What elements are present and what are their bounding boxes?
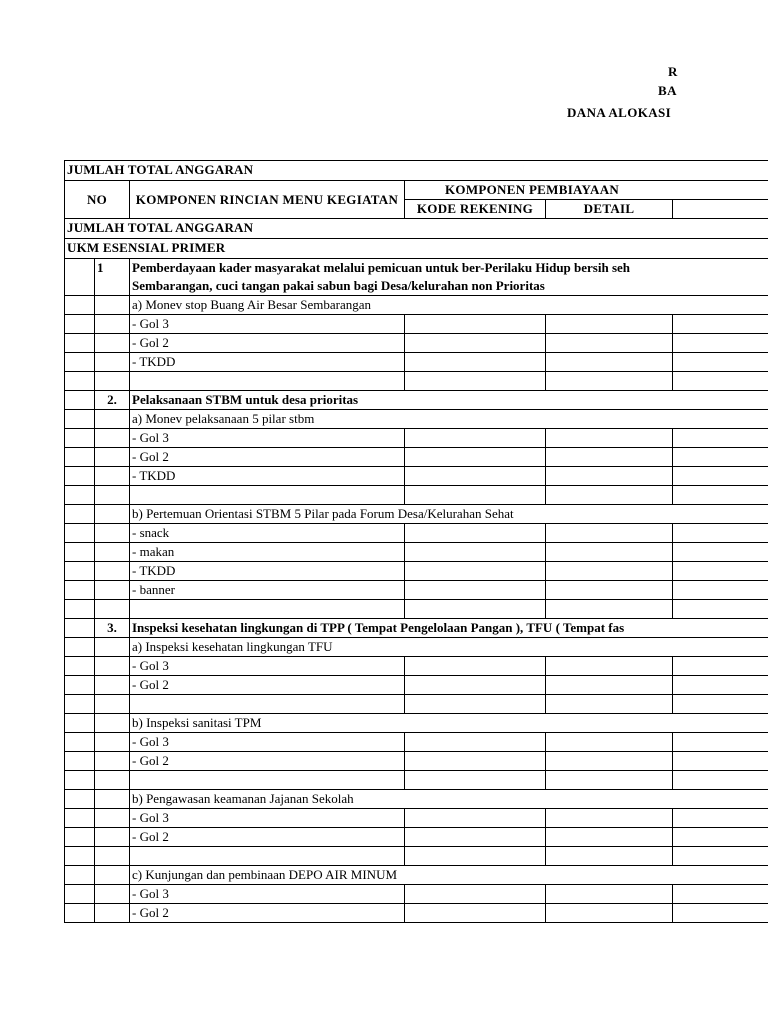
- table-cell: [65, 695, 95, 714]
- table-cell: [130, 486, 405, 505]
- table-cell: [65, 771, 95, 790]
- table-cell: [405, 581, 546, 600]
- table-cell: [405, 334, 546, 353]
- table-cell: [546, 752, 673, 771]
- table-cell: [673, 429, 768, 448]
- table-cell: [65, 429, 95, 448]
- table-cell: [546, 581, 673, 600]
- header-kode-rekening: KODE REKENING: [405, 200, 546, 219]
- table-cell: [95, 771, 130, 790]
- list-item: - makan: [130, 543, 405, 562]
- table-cell: [673, 733, 768, 752]
- table-cell: [405, 657, 546, 676]
- table-cell: [405, 676, 546, 695]
- table-cell: [95, 904, 130, 923]
- table-cell: [130, 771, 405, 790]
- list-item: - Gol 2: [130, 448, 405, 467]
- report-title-line-1: R: [668, 64, 678, 79]
- table-cell: [673, 809, 768, 828]
- table-cell: [65, 733, 95, 752]
- table-cell: [95, 714, 130, 733]
- table-cell: [95, 505, 130, 524]
- table-cell: [95, 486, 130, 505]
- table-cell: [673, 334, 768, 353]
- table-cell: [673, 315, 768, 334]
- table-cell: [673, 543, 768, 562]
- list-item: - TKDD: [130, 467, 405, 486]
- sub-activity: a) Monev stop Buang Air Besar Sembarangan: [130, 296, 768, 315]
- sub-activity: c) Kunjungan dan pembinaan DEPO AIR MINUM: [130, 866, 768, 885]
- budget-table: [64, 160, 768, 923]
- table-cell: [65, 467, 95, 486]
- table-cell: [65, 410, 95, 429]
- row-spacer: [65, 259, 95, 296]
- table-cell: [65, 657, 95, 676]
- sub-activity: b) Pertemuan Orientasi STBM 5 Pilar pada Forum Desa/Kelurahan Sehat: [130, 505, 768, 524]
- table-cell: [95, 429, 130, 448]
- table-cell: [65, 562, 95, 581]
- sub-activity: b) Pengawasan keamanan Jajanan Sekolah: [130, 790, 768, 809]
- table-cell: [95, 334, 130, 353]
- table-cell: [546, 828, 673, 847]
- table-cell: [95, 752, 130, 771]
- table-cell: [546, 486, 673, 505]
- table-cell: [673, 676, 768, 695]
- list-item: - TKDD: [130, 562, 405, 581]
- header-pembiayaan: KOMPONEN PEMBIAYAAN: [405, 181, 768, 200]
- table-cell: [65, 619, 95, 638]
- table-cell: [405, 448, 546, 467]
- table-cell: [673, 372, 768, 391]
- total-budget-row-2: JUMLAH TOTAL ANGGARAN: [65, 219, 768, 239]
- list-item: - Gol 3: [130, 315, 405, 334]
- table-cell: [673, 467, 768, 486]
- table-cell: [673, 581, 768, 600]
- table-cell: [65, 790, 95, 809]
- table-cell: [65, 904, 95, 923]
- table-cell: [673, 828, 768, 847]
- list-item: - Gol 2: [130, 334, 405, 353]
- table-cell: [405, 429, 546, 448]
- table-cell: [95, 790, 130, 809]
- table-cell: [546, 543, 673, 562]
- table-cell: [405, 733, 546, 752]
- table-cell: [546, 315, 673, 334]
- activity-number: 2.: [95, 391, 130, 410]
- table-cell: [65, 828, 95, 847]
- table-cell: [405, 771, 546, 790]
- table-cell: [405, 543, 546, 562]
- table-cell: [95, 353, 130, 372]
- table-cell: [546, 467, 673, 486]
- list-item: - Gol 3: [130, 885, 405, 904]
- table-cell: [405, 372, 546, 391]
- table-cell: [65, 809, 95, 828]
- table-cell: [95, 543, 130, 562]
- header-extra: [673, 200, 768, 219]
- table-cell: [673, 752, 768, 771]
- table-cell: [95, 828, 130, 847]
- table-cell: [546, 695, 673, 714]
- table-cell: [405, 885, 546, 904]
- table-cell: [405, 695, 546, 714]
- table-cell: [65, 600, 95, 619]
- activity-title-line-1: Pemberdayaan kader masyarakat melalui pemicuan untuk ber-Perilaku Hidup bersih seh: [132, 260, 631, 275]
- table-cell: [95, 581, 130, 600]
- table-cell: [130, 847, 405, 866]
- table-cell: [65, 676, 95, 695]
- table-cell: [405, 562, 546, 581]
- table-cell: [130, 695, 405, 714]
- table-cell: [405, 847, 546, 866]
- table-cell: [65, 638, 95, 657]
- table-cell: [95, 410, 130, 429]
- table-cell: [673, 904, 768, 923]
- table-cell: [405, 809, 546, 828]
- table-cell: [546, 733, 673, 752]
- table-cell: [130, 372, 405, 391]
- activity-title: Pelaksanaan STBM untuk desa prioritas: [130, 391, 768, 410]
- list-item: - banner: [130, 581, 405, 600]
- table-cell: [546, 657, 673, 676]
- table-cell: [95, 695, 130, 714]
- activity-number: 1: [95, 259, 130, 296]
- table-cell: [95, 866, 130, 885]
- list-item: - Gol 3: [130, 657, 405, 676]
- table-cell: [673, 847, 768, 866]
- table-cell: [95, 809, 130, 828]
- list-item: - Gol 3: [130, 809, 405, 828]
- table-cell: [673, 562, 768, 581]
- table-cell: [405, 524, 546, 543]
- table-cell: [405, 486, 546, 505]
- report-title-line-3: DANA ALOKASI: [567, 105, 672, 120]
- list-item: - Gol 2: [130, 676, 405, 695]
- table-cell: [546, 600, 673, 619]
- row-spacer: [65, 296, 95, 315]
- table-cell: [546, 372, 673, 391]
- table-cell: [95, 676, 130, 695]
- table-cell: [405, 600, 546, 619]
- total-budget-row: JUMLAH TOTAL ANGGARAN: [65, 161, 768, 181]
- table-cell: [65, 885, 95, 904]
- table-cell: [546, 809, 673, 828]
- table-cell: [546, 676, 673, 695]
- table-cell: [95, 885, 130, 904]
- row-spacer: [95, 296, 130, 315]
- table-cell: [546, 562, 673, 581]
- table-cell: [673, 486, 768, 505]
- table-cell: [95, 638, 130, 657]
- sub-activity: a) Inspeksi kesehatan lingkungan TFU: [130, 638, 768, 657]
- table-cell: [65, 448, 95, 467]
- sub-activity: b) Inspeksi sanitasi TPM: [130, 714, 768, 733]
- table-cell: [673, 600, 768, 619]
- table-cell: [65, 752, 95, 771]
- table-cell: [546, 847, 673, 866]
- table-cell: [546, 353, 673, 372]
- table-cell: [673, 695, 768, 714]
- table-cell: [95, 524, 130, 543]
- table-cell: [546, 885, 673, 904]
- sub-activity: a) Monev pelaksanaan 5 pilar stbm: [130, 410, 768, 429]
- table-cell: [673, 524, 768, 543]
- table-cell: [673, 771, 768, 790]
- list-item: - Gol 3: [130, 429, 405, 448]
- activity-title-line-2: Sembarangan, cuci tangan pakai sabun bagi Desa/kelurahan non Prioritas: [132, 278, 545, 293]
- table-cell: [673, 885, 768, 904]
- table-cell: [673, 353, 768, 372]
- list-item: - snack: [130, 524, 405, 543]
- table-cell: [546, 524, 673, 543]
- table-cell: [130, 600, 405, 619]
- list-item: - Gol 2: [130, 828, 405, 847]
- table-cell: [405, 752, 546, 771]
- activity-title: [130, 259, 768, 296]
- table-cell: [673, 448, 768, 467]
- table-cell: [405, 828, 546, 847]
- table-cell: [95, 467, 130, 486]
- list-item: - Gol 3: [130, 733, 405, 752]
- table-cell: [673, 657, 768, 676]
- table-cell: [65, 315, 95, 334]
- table-cell: [95, 372, 130, 391]
- table-cell: [546, 904, 673, 923]
- activity-title: Inspeksi kesehatan lingkungan di TPP ( Tempat Pengelolaan Pangan ), TFU ( Tempat fas: [130, 619, 768, 638]
- table-cell: [95, 847, 130, 866]
- table-cell: [65, 505, 95, 524]
- table-cell: [65, 353, 95, 372]
- table-cell: [405, 315, 546, 334]
- table-cell: [95, 600, 130, 619]
- list-item: - Gol 2: [130, 752, 405, 771]
- table-cell: [95, 733, 130, 752]
- header-no: NO: [65, 181, 130, 219]
- table-cell: [65, 581, 95, 600]
- table-cell: [65, 486, 95, 505]
- report-title-line-2: BA: [658, 83, 677, 98]
- list-item: - Gol 2: [130, 904, 405, 923]
- table-cell: [65, 372, 95, 391]
- table-cell: [546, 429, 673, 448]
- table-cell: [95, 657, 130, 676]
- table-cell: [546, 771, 673, 790]
- table-cell: [65, 866, 95, 885]
- section-title: UKM ESENSIAL PRIMER: [65, 239, 768, 259]
- table-cell: [95, 448, 130, 467]
- activity-number: 3.: [95, 619, 130, 638]
- table-cell: [95, 562, 130, 581]
- list-item: - TKDD: [130, 353, 405, 372]
- header-komponen: KOMPONEN RINCIAN MENU KEGIATAN: [130, 181, 405, 219]
- table-cell: [405, 904, 546, 923]
- table-cell: [65, 847, 95, 866]
- table-cell: [95, 315, 130, 334]
- table-cell: [65, 391, 95, 410]
- table-cell: [546, 448, 673, 467]
- table-cell: [546, 334, 673, 353]
- table-cell: [65, 714, 95, 733]
- header-detail: DETAIL: [546, 200, 673, 219]
- table-cell: [65, 543, 95, 562]
- table-cell: [65, 524, 95, 543]
- table-cell: [405, 467, 546, 486]
- table-cell: [405, 353, 546, 372]
- table-cell: [65, 334, 95, 353]
- budget-sheet: [64, 160, 768, 950]
